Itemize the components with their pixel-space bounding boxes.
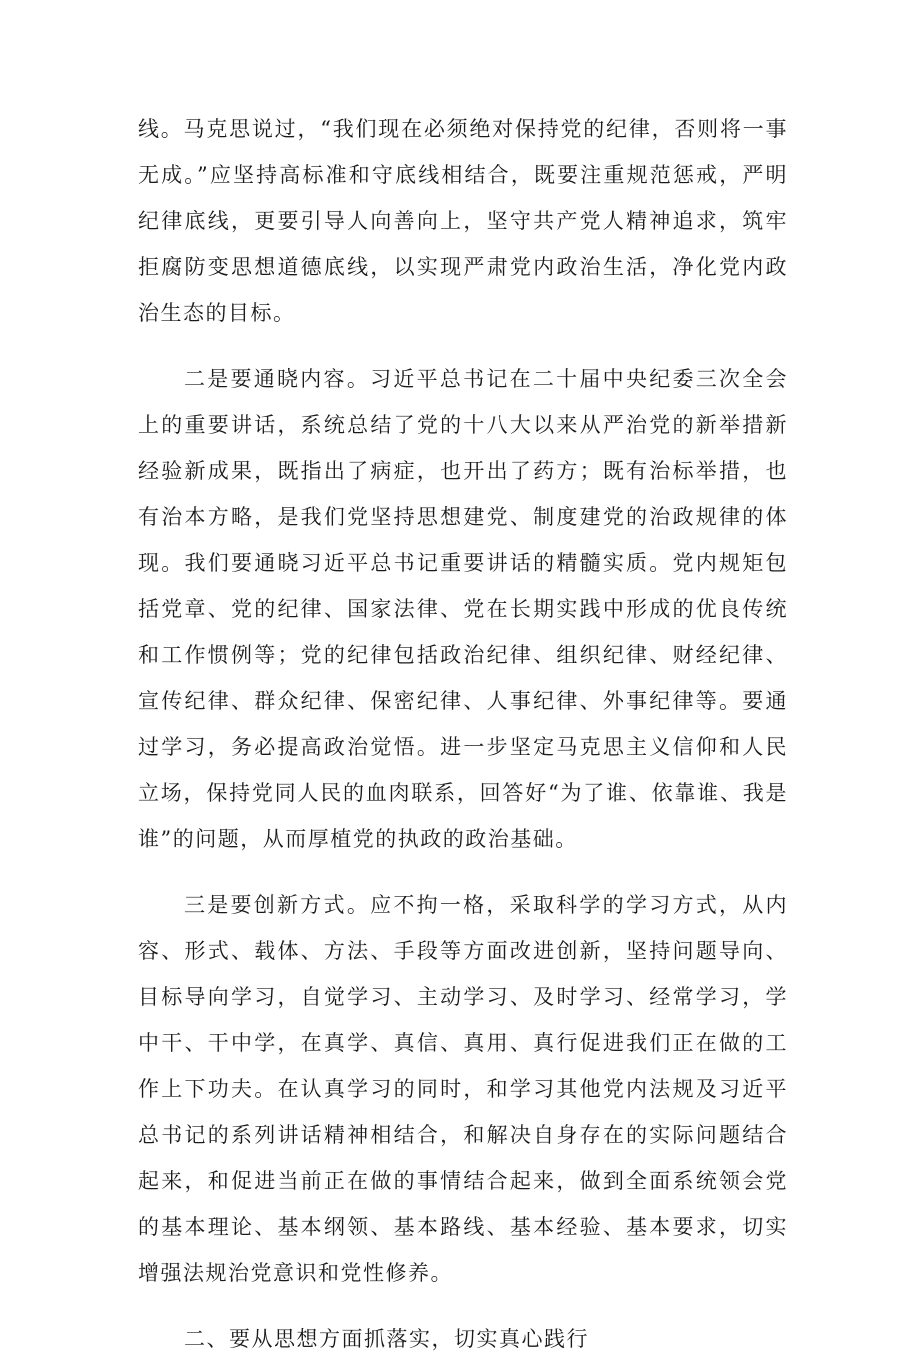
paragraph-spacer [138, 862, 788, 882]
paragraph-spacer [138, 336, 788, 356]
paragraph-point-two: 二是要通晓内容。习近平总书记在二十届中央纪委三次全会上的重要讲话，系统总结了党的十八大以来从严治党的新举措新经验新成果，既指出了病症，也开出了药方；既有治标举措，也有治本方略，是我们党坚持思想建党、制度建党的治政规律的体现。我们要通晓习近平总书记重要讲话的精髓实质。党内规矩包括党章、党的纪律、国家法律、党在长期实践中形成的优良传统和工作惯例等；党的纪律包括政治纪律、组织纪律、财经纪律、宣传纪律、群众纪律、保密纪律、人事纪律、外事纪律等。要通过学习，务必提高政治觉悟。进一步坚定马克思主义信仰和人民立场，保持党同人民的血肉联系，回答好“为了谁、依靠谁、我是谁”的问题，从而厚植党的执政的政治基础。 [138, 367, 788, 851]
paragraph-point-three: 三是要创新方式。应不拘一格，采取科学的学习方式，从内容、形式、载体、方法、手段等方面改进创新，坚持问题导向、目标导向学习，自觉学习、主动学习、及时学习、经常学习，学中干、干中学，在真学、真信、真用、真行促进我们正在做的工作上下功夫。在认真学习的同时，和学习其他党内法规及习近平总书记的系列讲话精神相结合，和解决自身存在的实际问题结合起来，和促进当前正在做的事情结合起来，做到全面系统领会党的基本理论、基本纲领、基本路线、基本经验、基本要求，切实增强法规治党意识和党性修养。 [138, 893, 788, 1285]
section-heading-two: 二、要从思想方面抓落实，切实真心践行 [184, 1327, 589, 1351]
paragraph-continuation: 线。马克思说过，“我们现在必须绝对保持党的纪律，否则将一事无成。”应坚持高标准和守底线相结合，既要注重规范惩戒，严明纪律底线，更要引导人向善向上，坚守共产党人精神追求，筑牢拒腐防变思想道德底线，以实现严肃党内政治生活，净化党内政治生态的目标。 [138, 117, 788, 325]
paragraph-spacer [138, 1296, 788, 1316]
document-body [138, 106, 788, 1362]
